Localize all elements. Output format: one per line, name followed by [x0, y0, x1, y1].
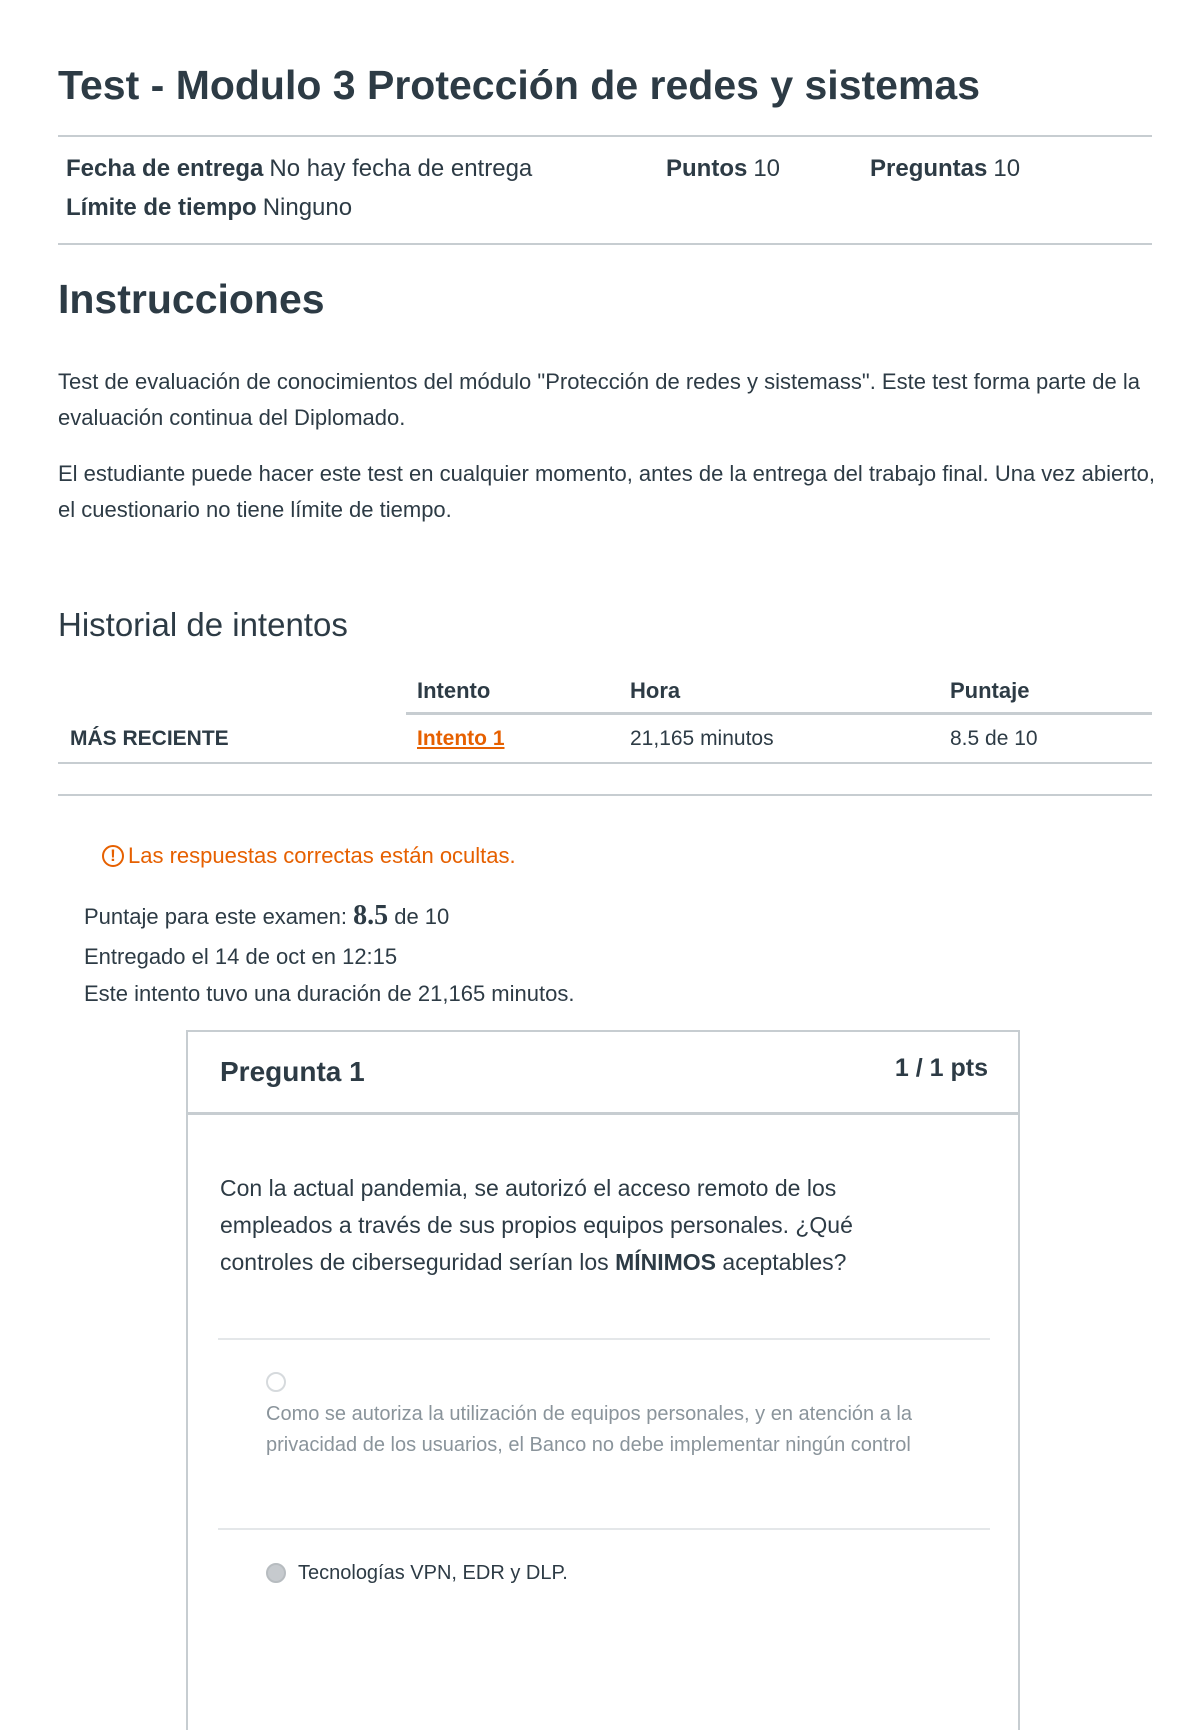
history-heading: Historial de intentos: [58, 606, 348, 643]
questions-label: Preguntas: [870, 155, 988, 182]
table-row: [58, 714, 1152, 764]
table-bottom-divider: [58, 762, 1152, 764]
exam-score: [84, 900, 449, 932]
exclamation-circle-icon: !: [102, 845, 124, 867]
divider: [58, 243, 1152, 245]
score-value: 8.5: [353, 900, 389, 931]
points-label: Puntos: [666, 155, 748, 182]
questions-value: 10: [993, 155, 1021, 182]
points-value: 10: [753, 155, 781, 182]
answer-divider: [218, 1528, 990, 1530]
time-limit-value: Ninguno: [262, 194, 353, 221]
due-date-label: Fecha de entrega: [66, 155, 264, 182]
due-date: [66, 155, 532, 183]
question-points: 1 / 1 pts: [894, 1054, 988, 1082]
instructions-heading: Instrucciones: [58, 276, 325, 322]
instructions-paragraph: El estudiante puede hacer este test en cualquier momento, antes de la entrega del trabajo final. Una vez abierto, el cuestionario no tiene límite de tiempo.: [58, 461, 1156, 522]
column-header-attempt: Intento: [417, 678, 491, 703]
time-limit: [66, 194, 352, 222]
attempt-1-link[interactable]: Intento 1: [417, 727, 505, 750]
attempt-time: 21,165 minutos: [630, 727, 774, 750]
points-info: [666, 155, 780, 183]
answer-text: Tecnologías VPN, EDR y DLP.: [298, 1562, 568, 1584]
hidden-answers-notice: [102, 843, 516, 869]
answer-radio[interactable]: [266, 1372, 286, 1392]
score-prefix: Puntaje para este examen:: [84, 904, 347, 929]
questions-info: [870, 155, 1020, 183]
column-header-time: Hora: [630, 678, 681, 703]
answer-divider: [218, 1338, 990, 1340]
question-header: [188, 1032, 1018, 1115]
score-suffix: de 10: [394, 904, 450, 929]
submitted-date: Entregado el 14 de oct en 12:15: [84, 944, 398, 969]
column-header-score: Puntaje: [950, 678, 1030, 703]
attempt-duration: Este intento tuvo una duración de 21,165 minutos.: [84, 981, 575, 1006]
question-title: Pregunta 1: [220, 1056, 365, 1087]
question-text: [220, 1170, 920, 1281]
time-limit-label: Límite de tiempo: [66, 194, 257, 221]
question-text-emphasis: MÍNIMOS: [615, 1249, 717, 1275]
row-label-most-recent: MÁS RECIENTE: [70, 727, 229, 750]
instructions-paragraph: Test de evaluación de conocimientos del módulo "Protección de redes y sistemass". Este test forma parte de la evaluación continua del Diplomado.: [58, 369, 1140, 430]
answer-radio-selected[interactable]: [266, 1563, 286, 1583]
question-text-part: Con la actual pandemia, se autorizó el acceso remoto de los empleados a través de sus propios equipos personales. ¿Qué controles de ciberseguridad serían los: [220, 1175, 853, 1275]
divider: [58, 135, 1152, 137]
attempt-score: 8.5 de 10: [950, 727, 1038, 750]
question-1-card: [186, 1030, 1020, 1730]
notice-text: Las respuestas correctas están ocultas.: [128, 843, 516, 868]
due-date-value: No hay fecha de entrega: [269, 155, 533, 182]
question-text-part: aceptables?: [722, 1249, 847, 1275]
page-title: Test - Modulo 3 Protección de redes y sistemas: [58, 62, 981, 108]
answer-text: Como se autoriza la utilización de equipos personales, y en atención a la privacidad de los usuarios, el Banco no debe implementar ningún control: [266, 1403, 912, 1456]
divider: [58, 794, 1152, 796]
